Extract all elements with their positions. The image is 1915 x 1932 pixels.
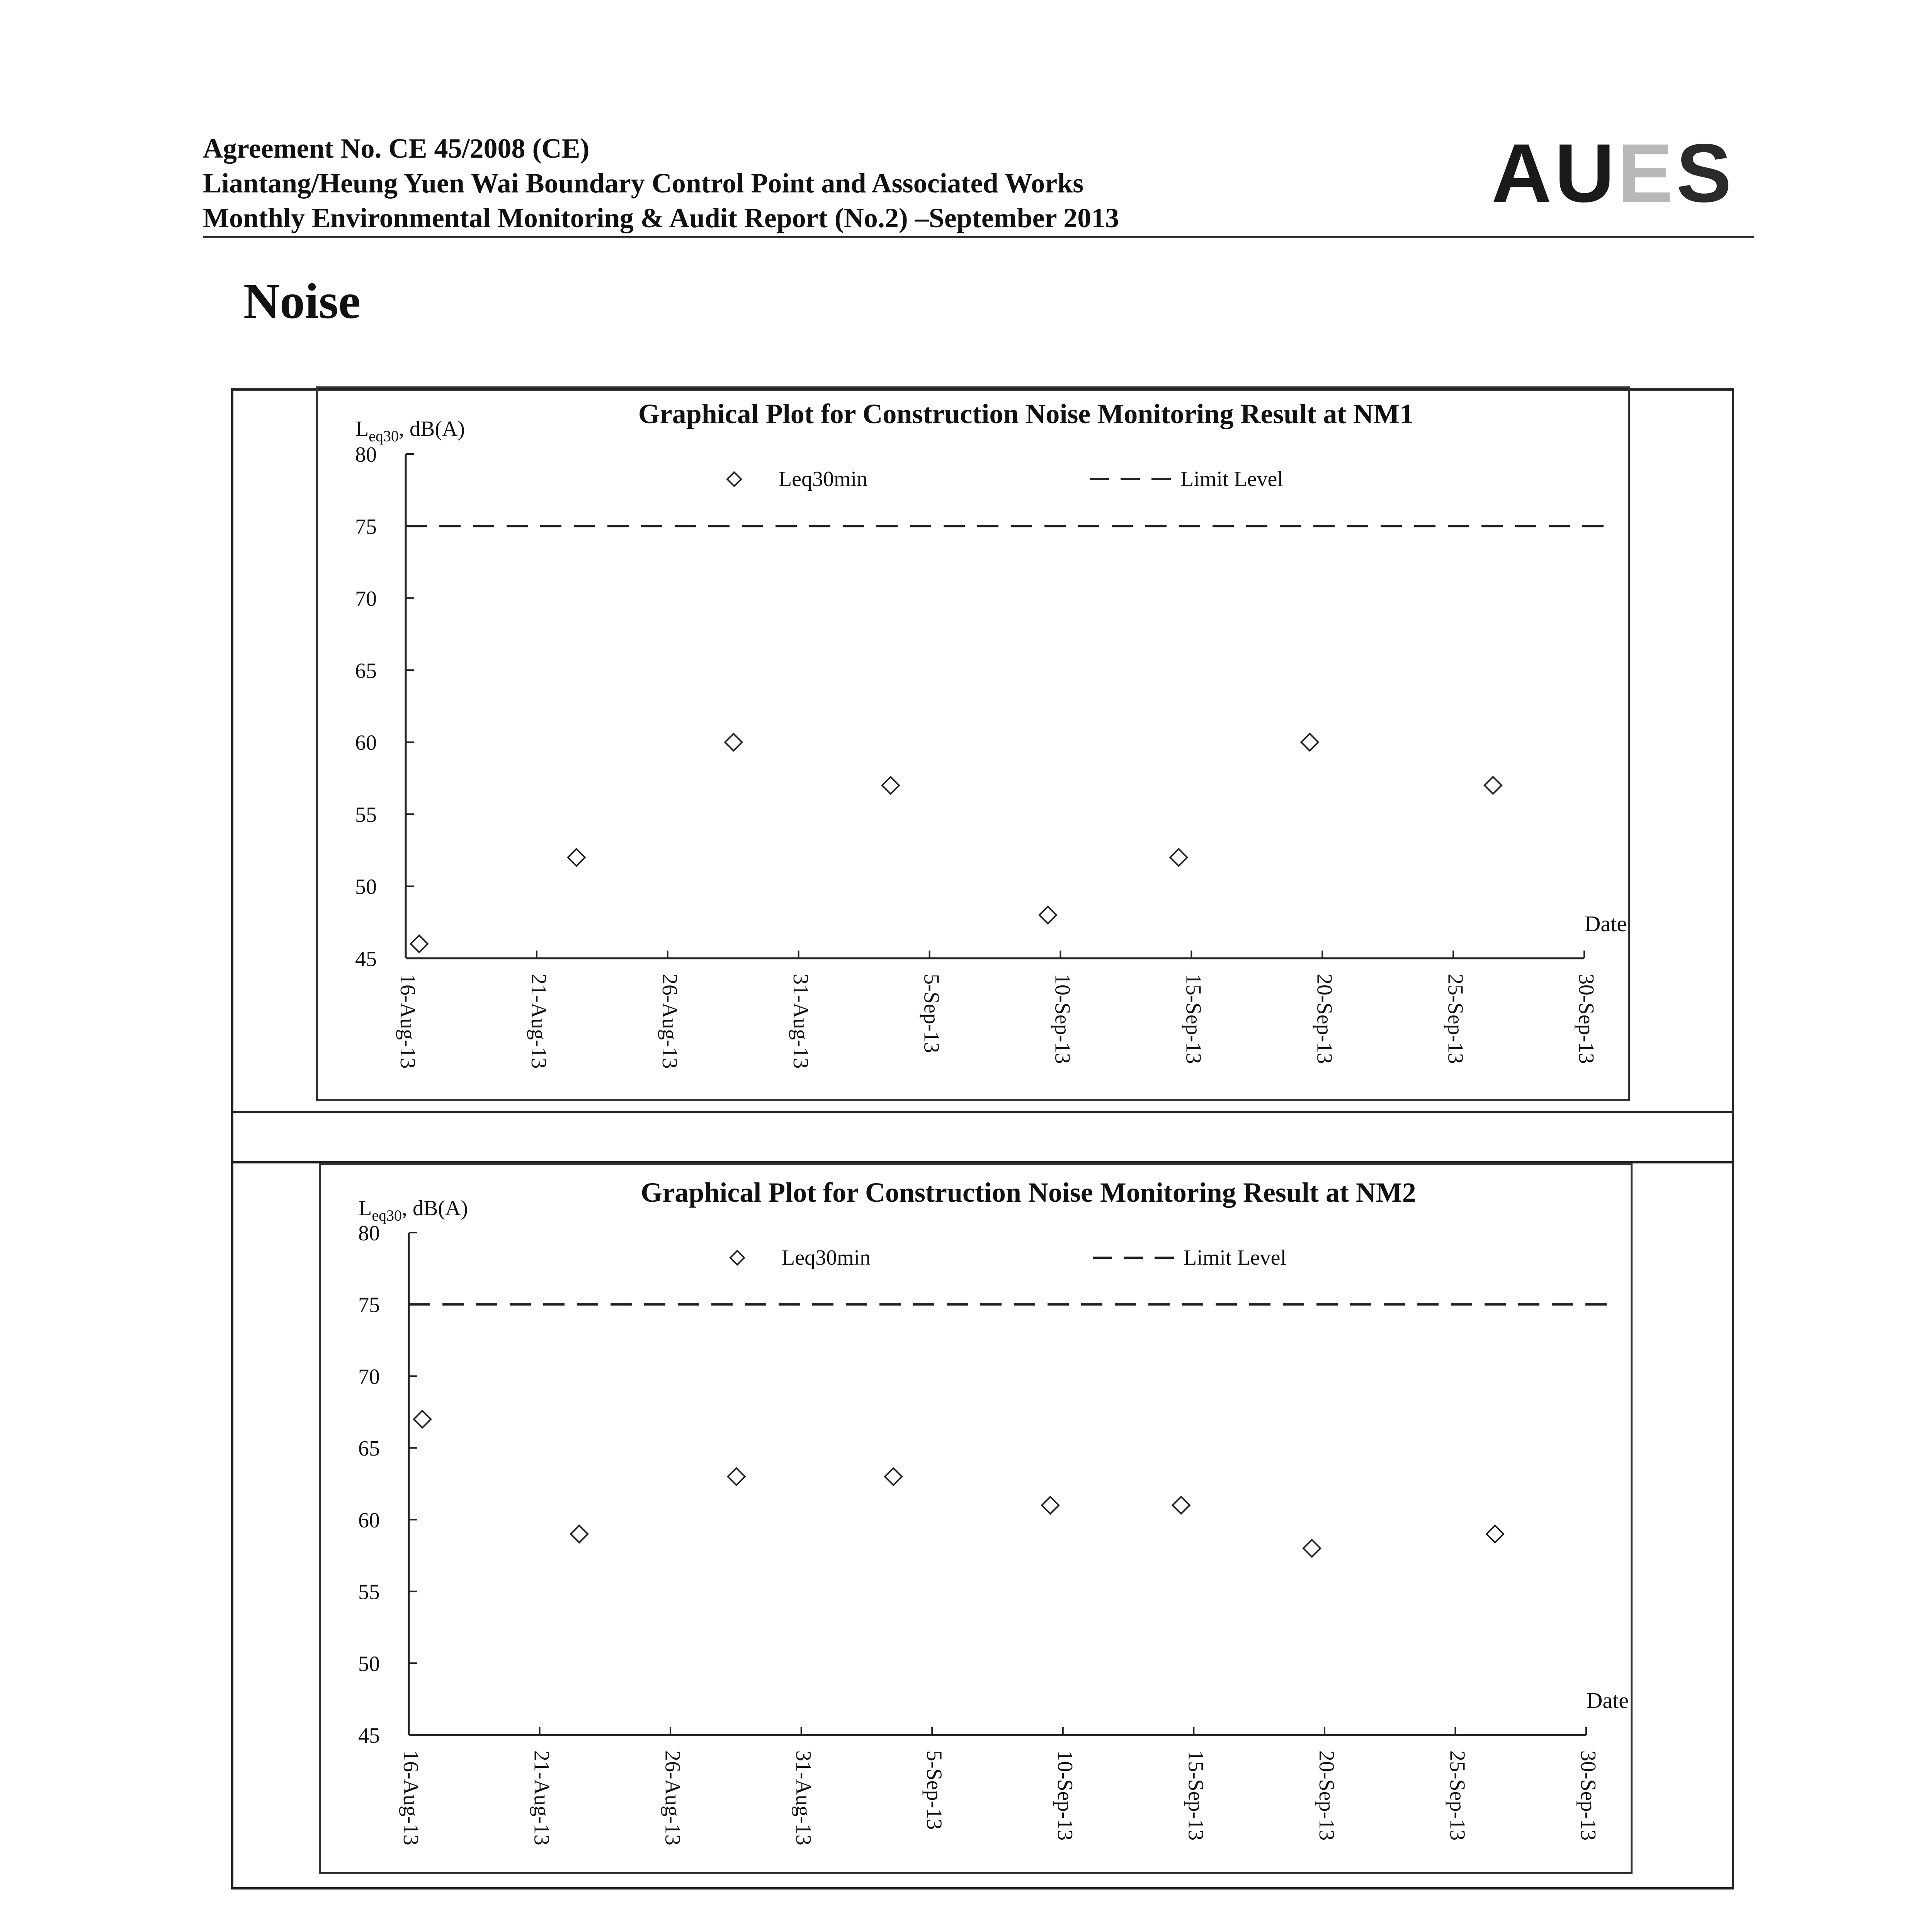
y-tick-label: 45 <box>358 1724 380 1748</box>
x-tick-label: 5-Sep-13 <box>922 1750 946 1830</box>
y-tick-label: 75 <box>355 515 377 539</box>
report-title: Monthly Environmental Monitoring & Audit Report (No.2) –September 2013 <box>203 202 1119 233</box>
x-tick-label: 25-Sep-13 <box>1443 974 1468 1064</box>
chart-title: Graphical Plot for Construction Noise Monitoring Result at NM1 <box>638 398 1414 429</box>
x-tick-label: 10-Sep-13 <box>1053 1750 1077 1841</box>
data-point <box>1486 1526 1503 1543</box>
data-point <box>414 1411 431 1428</box>
data-point <box>1039 906 1056 923</box>
y-tick-label: 65 <box>358 1437 380 1461</box>
x-tick-label: 20-Sep-13 <box>1315 1750 1339 1841</box>
legend-line-label: Limit Level <box>1184 1246 1286 1270</box>
x-tick-label: 26-Aug-13 <box>660 1750 685 1845</box>
y-axis-label: $L_{eq30}$, dB(A) <box>355 417 465 445</box>
y-tick-label: 80 <box>358 1221 380 1245</box>
y-tick-label: 55 <box>358 1580 380 1604</box>
data-point <box>725 734 742 751</box>
x-tick-label: 31-Aug-13 <box>788 974 813 1069</box>
data-point <box>885 1468 902 1485</box>
x-tick-label: 31-Aug-13 <box>791 1750 815 1845</box>
x-tick-label: 15-Sep-13 <box>1184 1750 1208 1841</box>
x-tick-label: 21-Aug-13 <box>529 1750 554 1845</box>
y-tick-label: 55 <box>355 803 377 827</box>
legend-marker-label: Leq30min <box>779 467 868 491</box>
data-point <box>1170 849 1187 866</box>
y-tick-label: 50 <box>355 875 377 899</box>
data-point <box>1485 777 1502 794</box>
x-tick-label: 26-Aug-13 <box>657 974 682 1069</box>
data-point <box>411 935 428 952</box>
y-tick-label: 45 <box>355 947 377 971</box>
data-point <box>571 1526 588 1543</box>
x-tick-label: 10-Sep-13 <box>1050 974 1075 1064</box>
legend-marker-icon <box>727 472 741 486</box>
y-tick-label: 50 <box>358 1652 380 1676</box>
x-tick-label: 20-Sep-13 <box>1312 974 1337 1064</box>
y-tick-label: 75 <box>358 1293 380 1317</box>
y-tick-label: 60 <box>358 1508 380 1532</box>
aues-logo: AUES <box>1492 126 1735 219</box>
section-title: Noise <box>243 274 361 329</box>
x-tick-label: 30-Sep-13 <box>1574 974 1599 1064</box>
y-tick-label: 70 <box>355 587 377 611</box>
x-axis-label: Date <box>1586 1688 1629 1713</box>
legend-line-label: Limit Level <box>1180 467 1283 491</box>
x-axis-label: Date <box>1584 911 1627 936</box>
x-tick-label: 15-Sep-13 <box>1181 974 1206 1064</box>
legend-marker-label: Leq30min <box>782 1246 871 1270</box>
x-tick-label: 16-Aug-13 <box>396 974 420 1069</box>
data-point <box>1301 734 1318 751</box>
agreement-number: Agreement No. CE 45/2008 (CE) <box>203 133 590 164</box>
data-point <box>1042 1497 1059 1514</box>
chart-title: Graphical Plot for Construction Noise Monitoring Result at NM2 <box>641 1177 1416 1208</box>
y-tick-label: 65 <box>355 659 377 683</box>
x-tick-label: 21-Aug-13 <box>527 974 551 1069</box>
data-point <box>1173 1497 1190 1514</box>
x-tick-label: 25-Sep-13 <box>1445 1750 1469 1841</box>
data-point <box>882 777 899 794</box>
data-point <box>728 1468 745 1485</box>
data-point <box>1303 1540 1320 1557</box>
y-tick-label: 60 <box>355 731 377 755</box>
data-point <box>568 849 585 866</box>
x-tick-label: 16-Aug-13 <box>399 1750 423 1845</box>
project-title: Liantang/Heung Yuen Wai Boundary Control Point and Associated Works <box>203 168 1084 199</box>
x-tick-label: 5-Sep-13 <box>919 974 944 1053</box>
legend-marker-icon <box>730 1251 744 1265</box>
y-tick-label: 80 <box>355 443 377 467</box>
chart-nm1 <box>355 398 1627 1069</box>
x-tick-label: 30-Sep-13 <box>1576 1750 1600 1841</box>
y-tick-label: 70 <box>358 1365 380 1389</box>
chart-nm2 <box>358 1177 1629 1845</box>
y-axis-label: $L_{eq30}$, dB(A) <box>359 1196 468 1224</box>
